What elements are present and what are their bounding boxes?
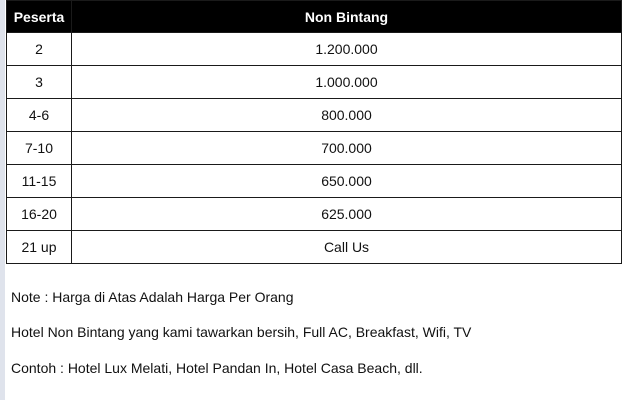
note-hotel-examples bbox=[11, 359, 423, 377]
cell-peserta: 4-6 bbox=[7, 99, 72, 132]
cell-price: 1.200.000 bbox=[72, 33, 622, 66]
note-hotel-examples-period: . bbox=[418, 360, 423, 376]
cell-peserta: 7-10 bbox=[7, 132, 72, 165]
cell-peserta: 11-15 bbox=[7, 165, 72, 198]
table-row bbox=[7, 132, 622, 165]
header-non-bintang: Non Bintang bbox=[72, 1, 622, 33]
table-row bbox=[7, 33, 622, 66]
cell-price: 650.000 bbox=[72, 165, 622, 198]
cell-price: 700.000 bbox=[72, 132, 622, 165]
price-table bbox=[6, 0, 622, 264]
cell-peserta: 3 bbox=[7, 66, 72, 99]
cell-price: Call Us bbox=[72, 231, 622, 264]
table-row bbox=[7, 198, 622, 231]
left-accent-bar bbox=[0, 0, 5, 400]
cell-peserta: 16-20 bbox=[7, 198, 72, 231]
cell-peserta: 2 bbox=[7, 33, 72, 66]
cell-price: 1.000.000 bbox=[72, 66, 622, 99]
cell-price: 800.000 bbox=[72, 99, 622, 132]
note-price-per-person: Note : Harga di Atas Adalah Harga Per Orang bbox=[11, 289, 294, 305]
header-peserta: Peserta bbox=[7, 1, 72, 33]
cell-price: 625.000 bbox=[72, 198, 622, 231]
cell-peserta: 21 up bbox=[7, 231, 72, 264]
note-hotel-facilities: Hotel Non Bintang yang kami tawarkan bersih, Full AC, Breakfast, Wifi, TV bbox=[11, 324, 472, 340]
table-header-row bbox=[7, 1, 622, 33]
table-row bbox=[7, 99, 622, 132]
table-row bbox=[7, 231, 622, 264]
table-row bbox=[7, 66, 622, 99]
table-row bbox=[7, 165, 622, 198]
note-hotel-examples-text: Contoh : Hotel Lux Melati, Hotel Pandan In, Hotel Casa Beach, dll bbox=[11, 360, 419, 376]
